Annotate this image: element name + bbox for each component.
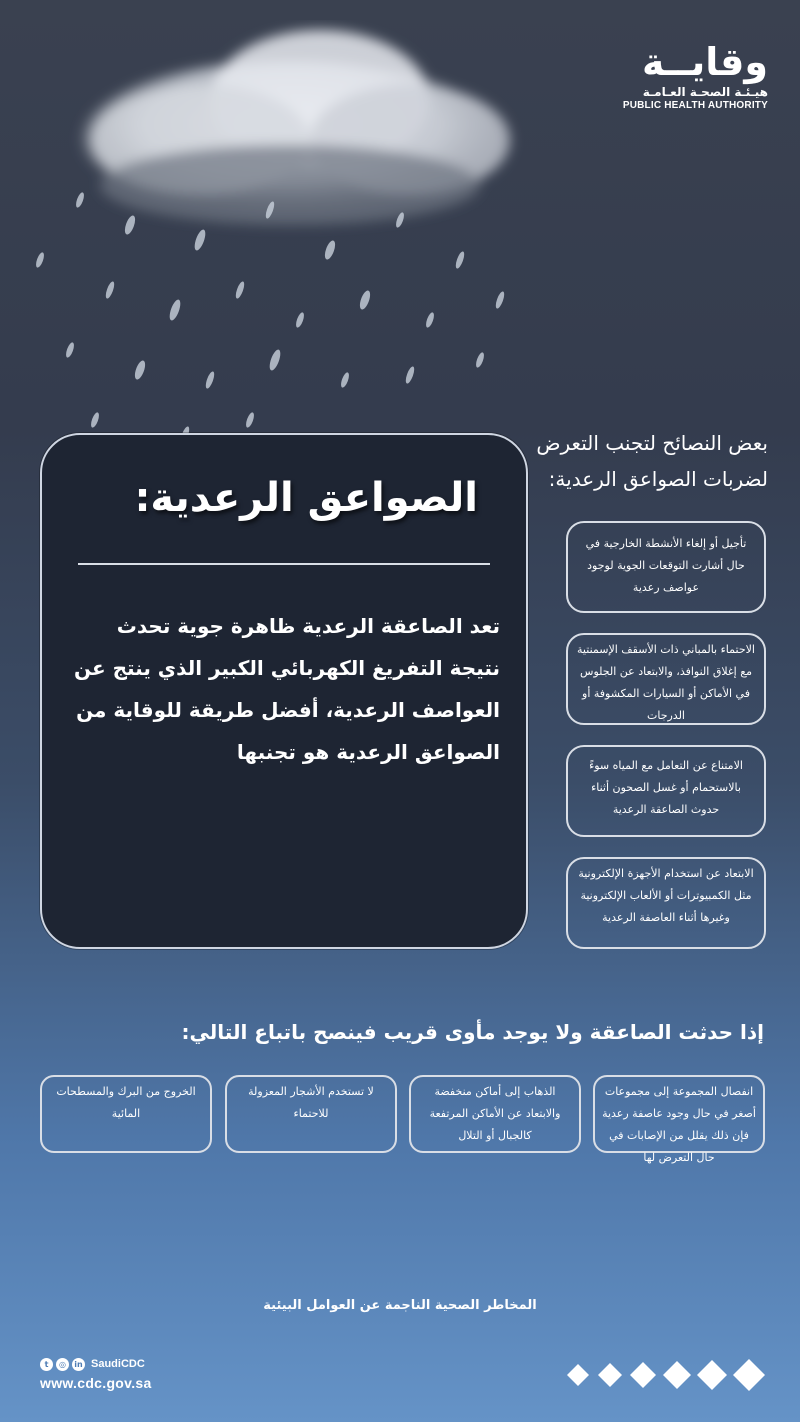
- social-links: [40, 1356, 145, 1372]
- diamond-pattern-decoration: [566, 1358, 770, 1392]
- instagram-icon[interactable]: ◎: [56, 1358, 69, 1371]
- panel-title: الصواعق الرعدية:: [134, 475, 478, 521]
- tips-heading: [508, 425, 768, 497]
- tips-heading-line1: بعض النصائح لتجنب التعرض: [536, 431, 768, 455]
- title-divider: [78, 563, 490, 565]
- tips-heading-line2: لضربات الصواعق الرعدية:: [548, 467, 768, 491]
- logo-subtitle-ar: هيـئـة الصحـة العـامـة: [642, 85, 768, 99]
- logo-subtitle-en: PUBLIC HEALTH AUTHORITY: [622, 100, 768, 111]
- thunderbolt-info-panel: [40, 433, 528, 949]
- no-shelter-heading: إذا حدثت الصاعقة ولا يوجد مأوى قريب فينصح باتباع التالي:: [181, 1020, 764, 1044]
- footer-caption: المخاطر الصحية الناجمة عن العوامل البيئية: [263, 1298, 537, 1313]
- tip-card-avoid-water: الامتناع عن التعامل مع المياه سوءً بالاستحمام أو غسل الصحون أثناء حدوث الصاعقة الرعدية: [566, 745, 766, 837]
- website-url[interactable]: www.cdc.gov.sa: [40, 1375, 152, 1391]
- advice-card-leave-water: الخروج من البرك والمسطحات المائية: [40, 1075, 212, 1153]
- tip-card-avoid-electronics: الابتعاد عن استخدام الأجهزة الإلكترونية مثل الكمبيوترات أو الألعاب الإلكترونية وغيرها أثناء العاصفة الرعدية: [566, 857, 766, 949]
- panel-description: تعد الصاعقة الرعدية ظاهرة جوية تحدث نتيجة التفريغ الكهربائي الكبير الذي ينتج عن العواصف الرعدية، أفضل طريقة للوقاية من الصواعق الرعدية هو تجنبها: [73, 614, 500, 764]
- tip-card-shelter-buildings: الاحتماء بالمباني ذات الأسقف الإسمنتية مع إغلاق النوافذ، والابتعاد عن الجلوس في الأماكن أو السيارات المكشوفة أو الدرجات: [566, 633, 766, 725]
- tip-card-postpone-activities: تأجيل أو إلغاء الأنشطة الخارجية في حال أشارت التوقعات الجوية لوجود عواصف رعدية: [566, 521, 766, 613]
- social-handle[interactable]: SaudiCDC: [91, 1358, 145, 1370]
- advice-card-low-places: الذهاب إلى أماكن منخفضة والابتعاد عن الأماكن المرتفعة كالجبال أو التلال: [409, 1075, 581, 1153]
- advice-card-isolated-trees: لا تستخدم الأشجار المعزولة للاحتماء: [225, 1075, 397, 1153]
- advice-card-split-group: انفصال المجموعة إلى مجموعات أصغر في حال وجود عاصفة رعدية فإن ذلك يقلل من الإصابات في حال التعرض لها: [593, 1075, 765, 1153]
- public-health-authority-logo: [618, 40, 768, 111]
- logo-wordmark-ar: وقايــة: [641, 40, 768, 84]
- linkedin-icon[interactable]: in: [72, 1358, 85, 1371]
- twitter-icon[interactable]: t: [40, 1358, 53, 1371]
